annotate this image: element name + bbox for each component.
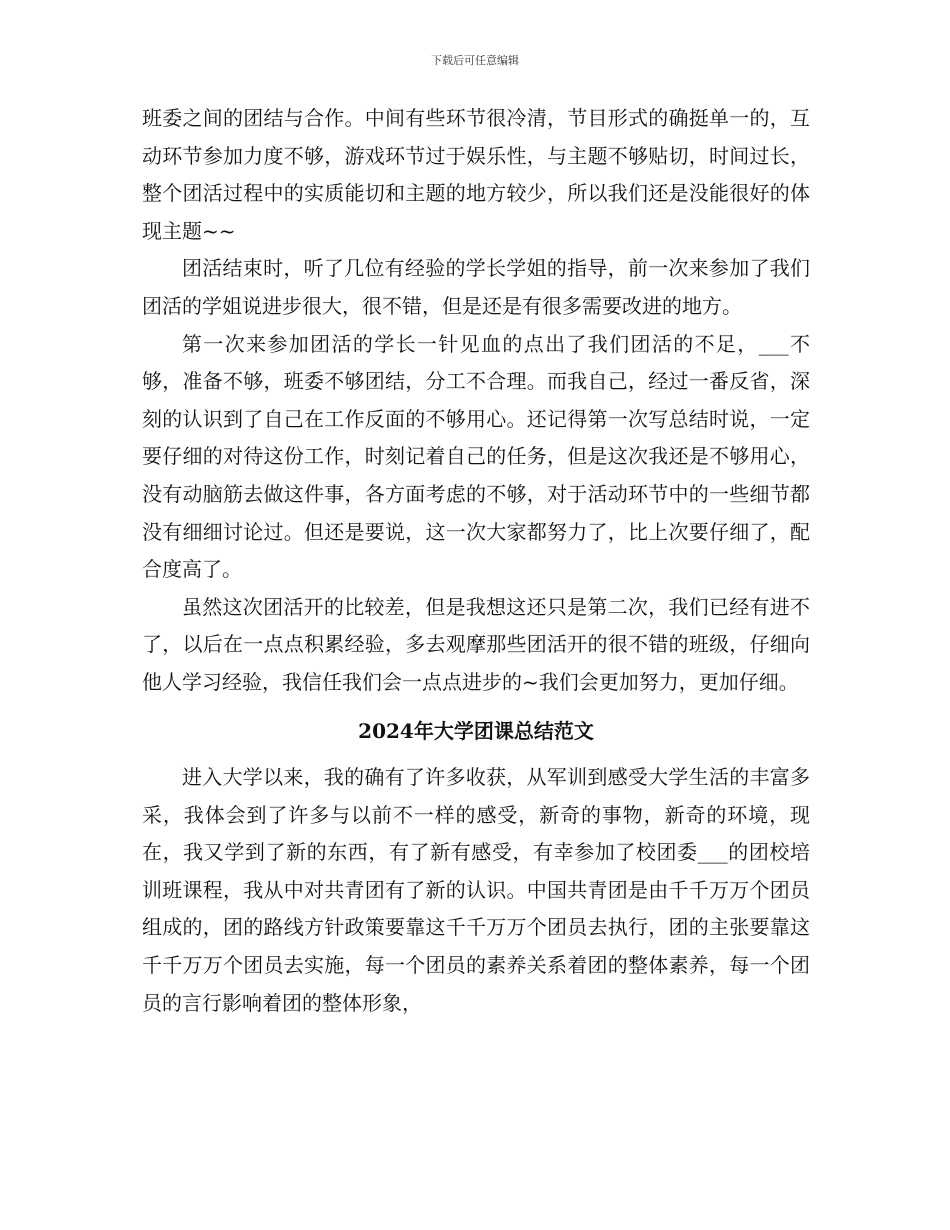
paragraph: 第一次来参加团活的学长一针见血的点出了我们团活的不足，___不够，准备不够，班委不够团结，分工不合理。而我自己，经过一番反省，深刻的认识到了自己在工作反面的不够用心。还记得第一次写总结时说，一定要仔细的对待这份工作，时刻记着自己的任务，但是这次我还是不够用心，没有动脑筋去做这件事，各方面考虑的不够，对于活动环节中的一些细节都没有细细讨论过。但还是要说，这一次大家都努力了，比上次要仔细了，配合度高了。 [142,331,810,582]
section-title: 2024年大学团课总结范文 [358,718,594,743]
paragraph: 进入大学以来，我的确有了许多收获，从军训到感受大学生活的丰富多采，我体会到了许多与以前不一样的感受，新奇的事物，新奇的环境，现在，我又学到了新的东西，有了新有感受，有幸参加了校团委___的团校培训班课程，我从中对共青团有了新的认识。中国共青团是由千千万万个团员组成的，团的路线方针政策要靠这千千万万个团员去执行，团的主张要靠这千千万万个团员去实施，每一个团员的素养关系着团的整体素养，每一个团员的言行影响着团的整体形象， [142,765,810,1015]
paragraph: 团活结束时，听了几位有经验的学长学姐的指导，前一次来参加了我们团活的学姐说进步很大，很不错，但是还是有很多需要改进的地方。 [142,256,810,318]
page-header: 下载后可任意编辑 [431,54,519,67]
document-body [142,100,810,1022]
paragraph: 班委之间的团结与合作。中间有些环节很冷清，节目形式的确挺单一的，互动环节参加力度不够，游戏环节过于娱乐性，与主题不够贴切，时间过长，整个团活过程中的实质能切和主题的地方较少，所以我们还是没能很好的体现主题~~ [142,106,810,243]
paragraph: 虽然这次团活开的比较差，但是我想这还只是第二次，我们已经有进不了，以后在一点点积累经验，多去观摩那些团活开的很不错的班级，仔细向他人学习经验，我信任我们会一点点进步的~我们会更加努力，更加仔细。 [142,594,810,694]
